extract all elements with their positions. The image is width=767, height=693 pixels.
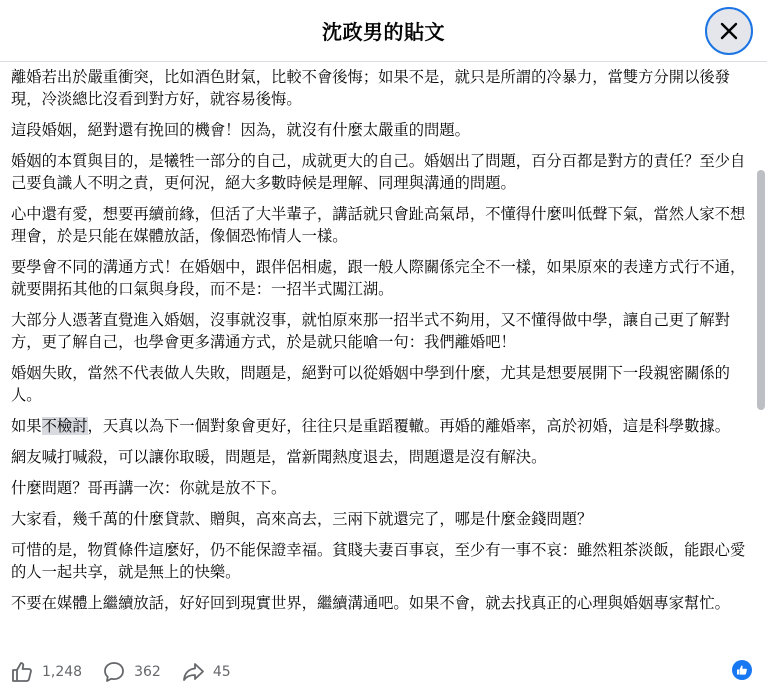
post-body (0, 62, 752, 650)
dialog-title: 沈政男的貼文 (322, 20, 445, 44)
like-button[interactable] (10, 660, 82, 684)
post-actions (0, 650, 767, 693)
close-icon (719, 21, 739, 41)
post-paragraph: 要學會不同的溝通方式！在婚姻中，跟伴侶相處，跟一般人際關係完全不一樣，如果原來的表達方式行不通，就要開拓其他的口氣與身段，而不是：一招半式闖江湖。 (11, 258, 746, 298)
scrollbar[interactable] (754, 62, 766, 650)
dialog-header (0, 0, 767, 62)
share-button[interactable] (181, 660, 231, 684)
share-count: 45 (212, 663, 231, 680)
post-paragraph: 什麼問題？哥再講一次：你就是放不下。 (11, 479, 287, 497)
paragraph-text: 如果 (11, 417, 42, 435)
post-paragraph: 這段婚姻，絕對還有挽回的機會！因為，就沒有什麼太嚴重的問題。 (11, 121, 470, 139)
post-paragraph: 大家看，幾千萬的什麼貸款、贈與，高來高去，三兩下就還完了，哪是什麼金錢問題？ (11, 510, 593, 528)
post-paragraph: 網友喊打喊殺，可以讓你取暖，問題是，當新聞熱度退去，問題還是沒有解決。 (11, 448, 547, 466)
post-paragraph: 不要在媒體上繼續放話，好好回到現實世界，繼續溝通吧。如果不會，就去找真正的心理與婚姻專家幫忙。 (11, 594, 730, 612)
comment-bubble-icon (102, 660, 126, 684)
post-paragraph: 大部分人憑著直覺進入婚姻，沒事就沒事，就怕原來那一招半式不夠用，又不懂得做中學，讓自己更了解對方，更了解自己，也學會更多溝通方式，於是就只能嗆一句：我們離婚吧！ (11, 311, 730, 351)
like-count: 1,248 (42, 663, 83, 680)
comment-button[interactable] (102, 660, 161, 684)
like-reaction-badge[interactable] (732, 660, 752, 680)
close-button[interactable] (705, 7, 753, 55)
post-paragraph: 心中還有愛，想要再續前緣，但活了大半輩子，講話就只會趾高氣昂，不懂得什麼叫低聲下氣，當然人家不想理會，於是只能在媒體放話，像個恐怖情人一樣。 (11, 205, 746, 245)
post-paragraph: 離婚若出於嚴重衝突，比如酒色財氣，比較不會後悔；如果不是，就只是所謂的冷暴力，當雙方分開以後發現，冷淡總比沒看到對方好，就容易後悔。 (11, 68, 730, 108)
scrollbar-thumb[interactable] (757, 170, 765, 410)
selected-text[interactable]: 不檢討 (41, 417, 88, 435)
paragraph-text: ，天真以為下一個對象會更好，往往只是重蹈覆轍。再婚的離婚率，高於初婚，這是科學數據。 (87, 417, 730, 435)
post-paragraph: 可惜的是，物質條件這麼好，仍不能保證幸福。貧賤夫妻百事哀，至少有一事不哀：雖然粗茶淡飯，能跟心愛的人一起共享，就是無上的快樂。 (11, 541, 746, 581)
post-paragraph-highlighted (11, 415, 752, 437)
post-paragraph: 婚姻的本質與目的，是犧牲一部分的自己，成就更大的自己。婚姻出了問題，百分百都是對方的責任？至少自己要負識人不明之責，更何況，絕大多數時候是理解、同理與溝通的問題。 (11, 152, 746, 192)
thumbs-up-icon (736, 664, 748, 676)
thumbs-up-icon (10, 660, 34, 684)
share-arrow-icon (181, 660, 205, 684)
post-paragraph: 婚姻失敗，當然不代表做人失敗，問題是，絕對可以從婚姻中學到什麼，尤其是想要展開下一段親密關係的人。 (11, 364, 730, 404)
comment-count: 362 (134, 663, 161, 680)
